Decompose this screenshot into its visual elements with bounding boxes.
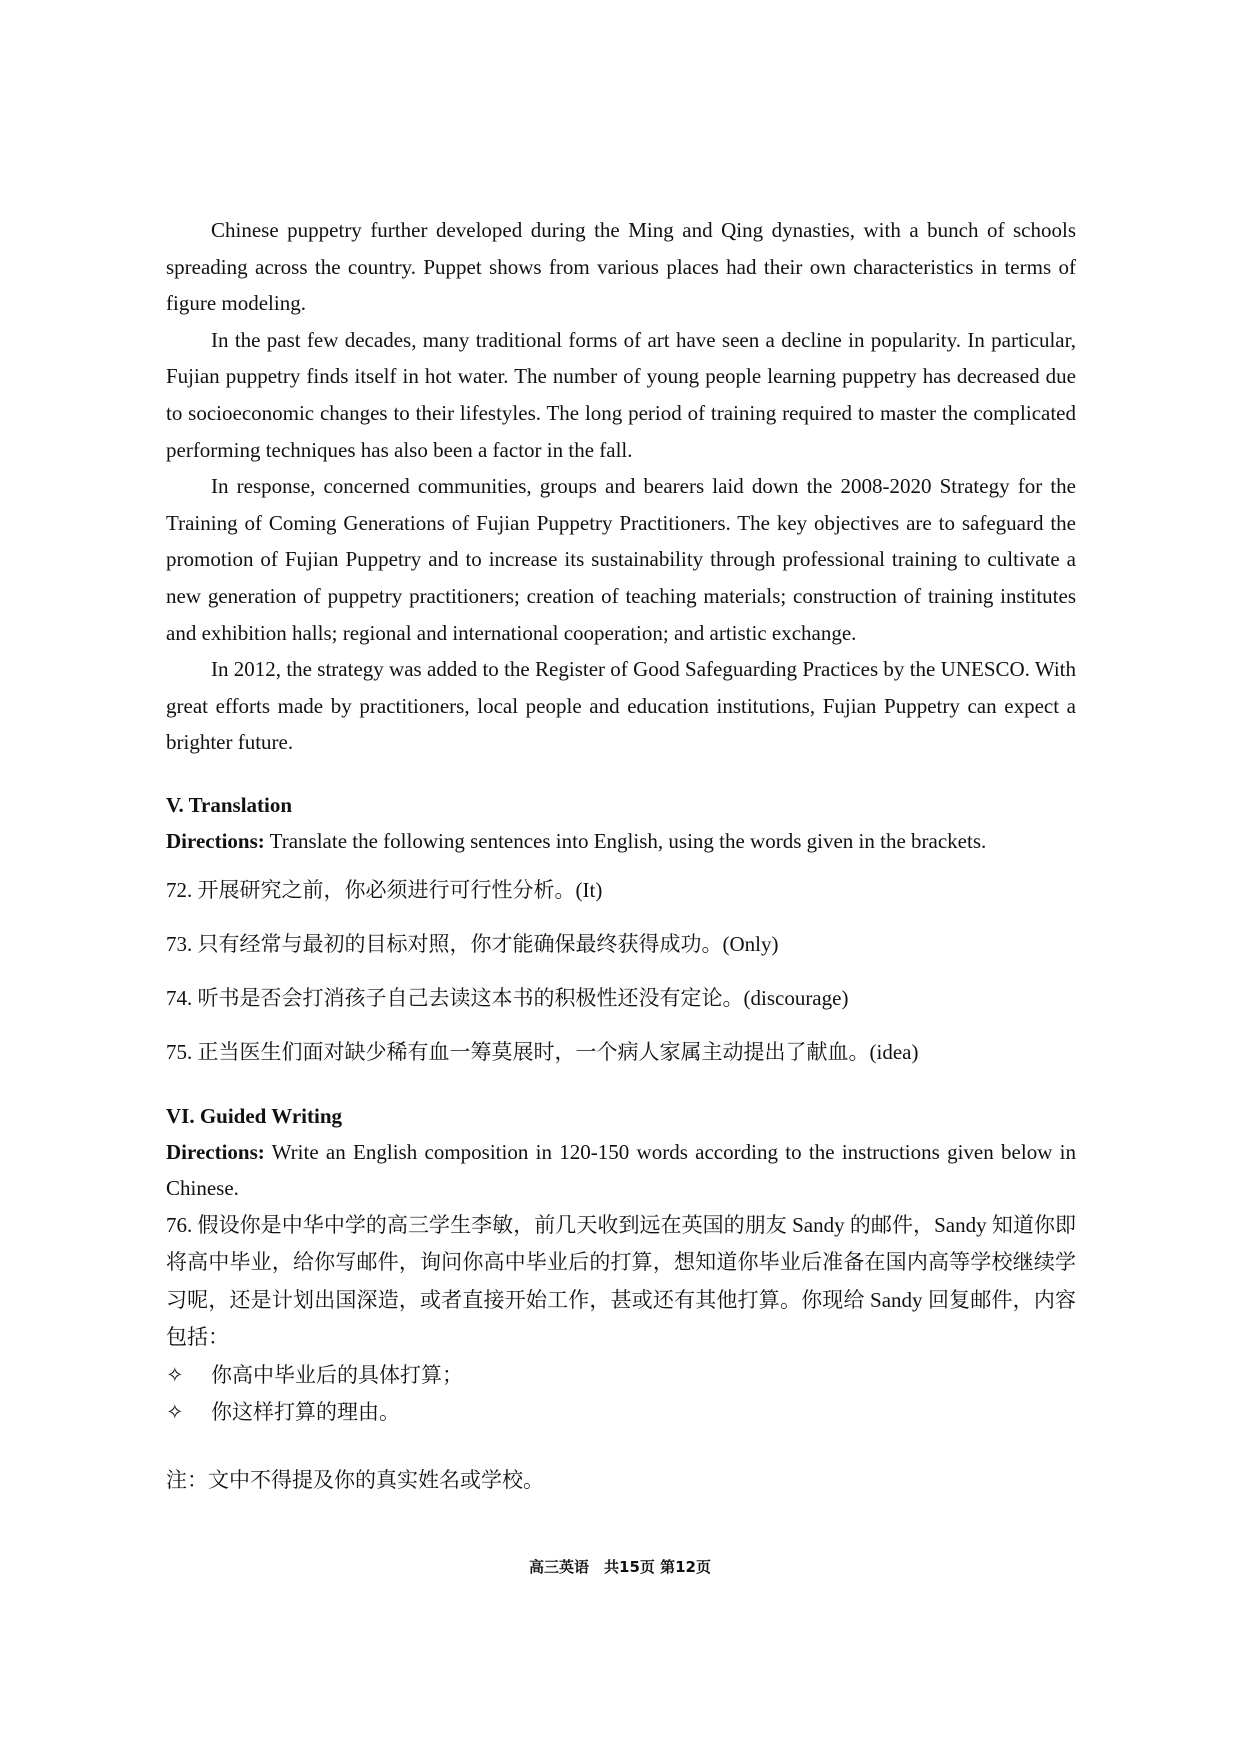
bullet-text: 你这样打算的理由。	[211, 1400, 400, 1425]
diamond-bullet-icon: ✧	[166, 1400, 184, 1425]
writing-bullet	[166, 1357, 1076, 1395]
exam-page	[166, 212, 1076, 1498]
writing-bullet	[166, 1394, 1076, 1432]
page-footer: 高三英语 共15页 第12页	[529, 1558, 711, 1576]
directions-label: Directions:	[166, 1139, 265, 1164]
writing-task-76: 76. 假设你是中华中学的高三学生李敏，前几天收到远在英国的朋友 Sandy 的邮件，Sandy 知道你即将高中毕业，给你写邮件，询问你高中毕业后的打算，想知道你毕业后准备在国内高等学校继续学习呢，还是计划出国深造，或者直接开始工作，甚或还有其他打算。你现给 Sandy 回复邮件，内容包括：	[166, 1212, 1076, 1350]
writing-directions	[166, 1134, 1076, 1207]
translation-item-72: 72. 开展研究之前，你必须进行可行性分析。(It)	[166, 877, 603, 902]
bullet-text: 你高中毕业后的具体打算；	[211, 1362, 463, 1387]
translation-item-75: 75. 正当医生们面对缺少稀有血一筹莫展时，一个病人家属主动提出了献血。(idea)	[166, 1039, 919, 1064]
diamond-bullet-icon: ✧	[166, 1362, 184, 1387]
reading-paragraph: In 2012, the strategy was added to the Register of Good Safeguarding Practices by the UNESCO. With great efforts made by practitioners, local people and education institutions, Fujian Puppetry can expect a brighter future.	[166, 657, 1076, 755]
translation-item-73: 73. 只有经常与最初的目标对照，你才能确保最终获得成功。(Only)	[166, 931, 779, 956]
translation-section-title: V. Translation	[166, 792, 293, 817]
writing-note: 注：文中不得提及你的真实姓名或学校。	[166, 1467, 544, 1492]
writing-section-title: VI. Guided Writing	[166, 1103, 343, 1128]
reading-paragraph: In response, concerned communities, groups and bearers laid down the 2008-2020 Strategy for the Training of Coming Generations of Fujian Puppetry Practitioners. The key objectives are to safeguard the promotion of Fujian Puppetry and to increase its sustainability through professional training to cultivate a new generation of puppetry practitioners; creation of teaching materials; construction of training institutes and exhibition halls; regional and international cooperation; and artistic exchange.	[166, 474, 1076, 645]
translation-item-74: 74. 听书是否会打消孩子自己去读这本书的积极性还没有定论。(discourage)	[166, 985, 849, 1010]
directions-text: Write an English composition in 120-150 words according to the instructions given below in Chinese.	[166, 1139, 1076, 1201]
directions-label: Directions:	[166, 828, 265, 853]
reading-paragraph: In the past few decades, many traditional forms of art have seen a decline in popularity. In particular, Fujian puppetry finds itself in hot water. The number of young people learning puppetry has decreased due to socioeconomic changes to their lifestyles. The long period of training required to master the complicated performing techniques has also been a factor in the fall.	[166, 327, 1076, 462]
directions-text: Translate the following sentences into English, using the words given in the brackets.	[264, 828, 987, 853]
translation-directions	[166, 823, 1076, 860]
reading-paragraph: Chinese puppetry further developed during the Ming and Qing dynasties, with a bunch of schools spreading across the country. Puppet shows from various places had their own characteristics in terms of figure modeling.	[166, 218, 1076, 316]
